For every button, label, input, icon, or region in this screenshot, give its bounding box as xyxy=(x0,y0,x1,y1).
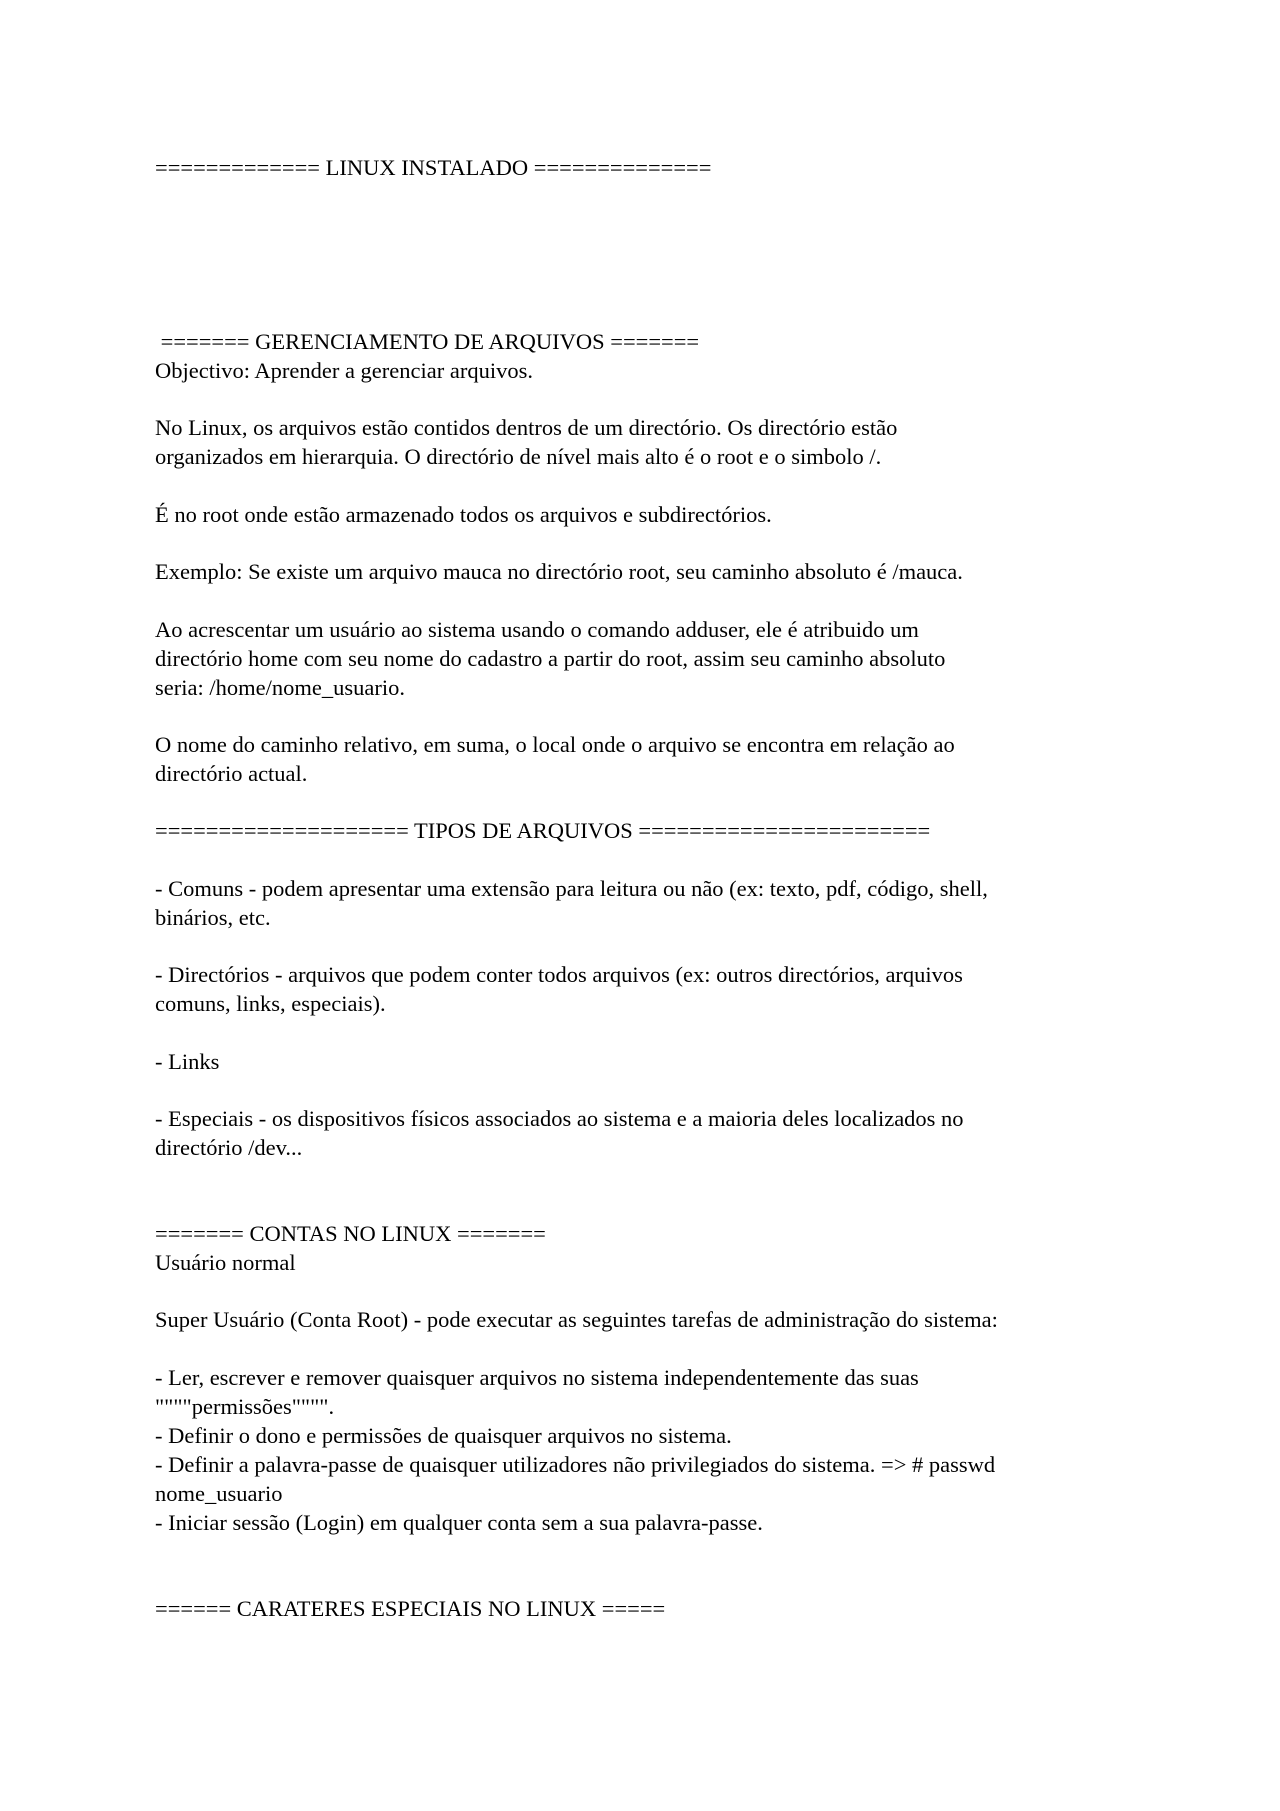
list-item-comuns-line-2: binários, etc. xyxy=(155,905,271,930)
list-item-directorios-line-2: comuns, links, especiais). xyxy=(155,991,386,1016)
paragraph-adduser-line-1: Ao acrescentar um usuário ao sistema usando o comando adduser, ele é atribuido um xyxy=(155,617,919,642)
list-item-links: - Links xyxy=(155,1049,220,1074)
task-palavra-passe-line-1: - Definir a palavra-passe de quaisquer utilizadores não privilegiados do sistema. => # passwd xyxy=(155,1452,996,1477)
heading-carateres-especiais: ====== CARATERES ESPECIAIS NO LINUX ===== xyxy=(155,1596,666,1621)
task-ler-escrever-line-2: """"permissões"""". xyxy=(155,1394,335,1419)
task-iniciar-sessao: - Iniciar sessão (Login) em qualquer conta sem a sua palavra-passe. xyxy=(155,1510,763,1535)
list-item-especiais-line-2: directório /dev... xyxy=(155,1135,303,1160)
paragraph-directorio-line-1: No Linux, os arquivos estão contidos dentros de um directório. Os directório estão xyxy=(155,415,898,440)
usuario-normal-text: Usuário normal xyxy=(155,1250,296,1275)
list-item-comuns-line-1: - Comuns - podem apresentar uma extensão para leitura ou não (ex: texto, pdf, código, shell, xyxy=(155,876,988,901)
paragraph-root: É no root onde estão armazenado todos os arquivos e subdirectórios. xyxy=(155,502,772,527)
task-definir-dono: - Definir o dono e permissões de quaisquer arquivos no sistema. xyxy=(155,1423,732,1448)
super-usuario-text: Super Usuário (Conta Root) - pode executar as seguintes tarefas de administração do sistema: xyxy=(155,1307,998,1332)
list-item-directorios-line-1: - Directórios - arquivos que podem conter todos arquivos (ex: outros directórios, arquivos xyxy=(155,962,963,987)
paragraph-relativo-line-1: O nome do caminho relativo, em suma, o local onde o arquivo se encontra em relação ao xyxy=(155,732,955,757)
task-palavra-passe-line-2: nome_usuario xyxy=(155,1481,283,1506)
paragraph-adduser-line-3: seria: /home/nome_usuario. xyxy=(155,675,405,700)
objectivo-text: Objectivo: Aprender a gerenciar arquivos. xyxy=(155,358,533,383)
heading-tipos-de-arquivos: ==================== TIPOS DE ARQUIVOS ======================= xyxy=(155,818,931,843)
list-item-especiais-line-1: - Especiais - os dispositivos físicos associados ao sistema e a maioria deles localizados no xyxy=(155,1106,964,1131)
paragraph-directorio-line-2: organizados em hierarquia. O directório de nível mais alto é o root e o simbolo /. xyxy=(155,444,882,469)
heading-linux-instalado: ============= LINUX INSTALADO ============== xyxy=(155,155,712,180)
heading-gerenciamento-de-arquivos: ======= GERENCIAMENTO DE ARQUIVOS ======= xyxy=(155,329,700,354)
task-ler-escrever-line-1: - Ler, escrever e remover quaisquer arquivos no sistema independentemente das suas xyxy=(155,1365,919,1390)
paragraph-relativo-line-2: directório actual. xyxy=(155,761,308,786)
paragraph-exemplo: Exemplo: Se existe um arquivo mauca no directório root, seu caminho absoluto é /mauca. xyxy=(155,559,963,584)
heading-contas-no-linux: ======= CONTAS NO LINUX ======= xyxy=(155,1221,546,1246)
paragraph-adduser-line-2: directório home com seu nome do cadastro a partir do root, assim seu caminho absoluto xyxy=(155,646,946,671)
